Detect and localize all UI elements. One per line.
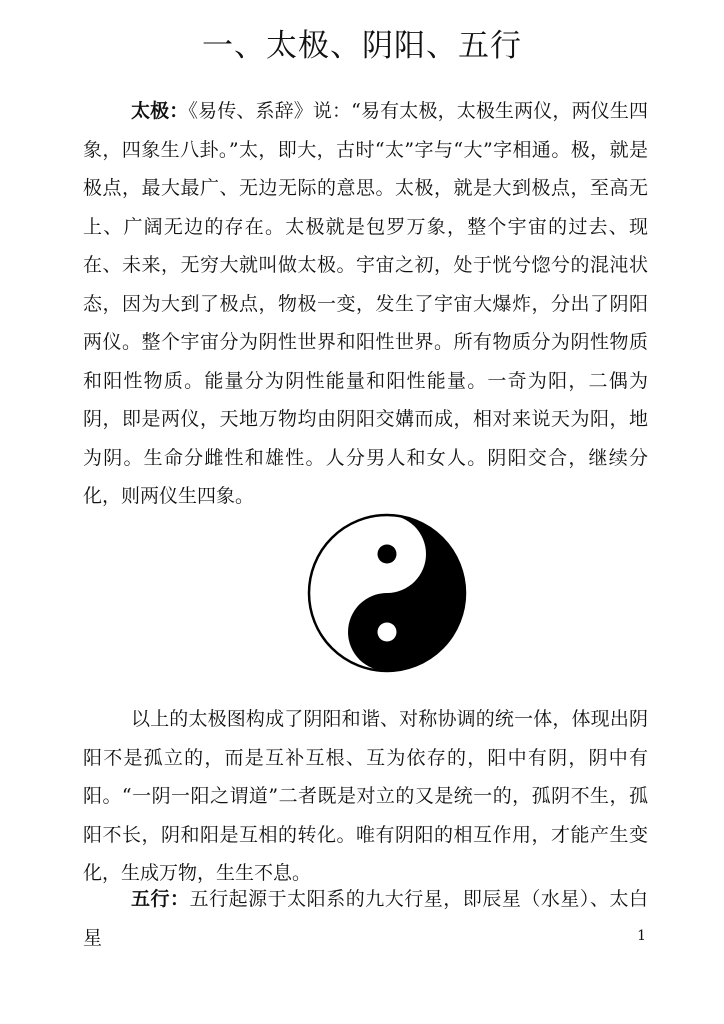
page-number: 1 <box>637 928 646 944</box>
paragraph-taiji <box>83 92 648 516</box>
yin-yang-icon <box>307 513 467 673</box>
page-title: 一、太极、阴阳、五行 <box>202 28 522 64</box>
term-wuxing: 五行： <box>131 888 190 910</box>
paragraph-wuxing-text: 五行起源于太阳系的九大行星，即辰星（水星）、太白星 <box>83 888 648 949</box>
paragraph-wuxing <box>83 880 648 957</box>
paragraph-taiji-text: 《易传、系辞》说：“易有太极，太极生两仪，两仪生四象，四象生八卦。”太，即大，古时“太”字与“大”字相通。极，就是极点，最大最广、无边无际的意思。太极，就是大到极点，至高无上、广阔无边的存在。太极就是包罗万象，整个宇宙的过去、现在、未来，无穷大就叫做太极。宇宙之初，处于恍兮惚兮的混沌状态，因为大到了极点，物极一变，发生了宇宙大爆炸，分出了阴阳两仪。整个宇宙分为阴性世界和阳性世界。所有物质分为阴性物质和阳性物质。能量分为阴性能量和阳性能量。一奇为阳，二偶为阴，即是两仪，天地万物均由阴阳交媾而成，相对来说天为阳，地为阴。生命分雌性和雄性。人分男人和女人。阴阳交合，继续分化，则两仪生四象。 <box>83 100 648 507</box>
paragraph-taiji-explanation: 以上的太极图构成了阴阳和谐、对称协调的统一体，体现出阴阳不是孤立的，而是互补互根、互为依存的，阳中有阴，阴中有阳。“一阴一阳之谓道”二者既是对立的又是统一的，孤阴不生，孤阳不长，阴和阳是互相的转化。唯有阴阳的相互作用，才能产生变化，生成万物，生生不息。 <box>83 708 648 884</box>
term-taiji: 太极： <box>131 100 189 122</box>
